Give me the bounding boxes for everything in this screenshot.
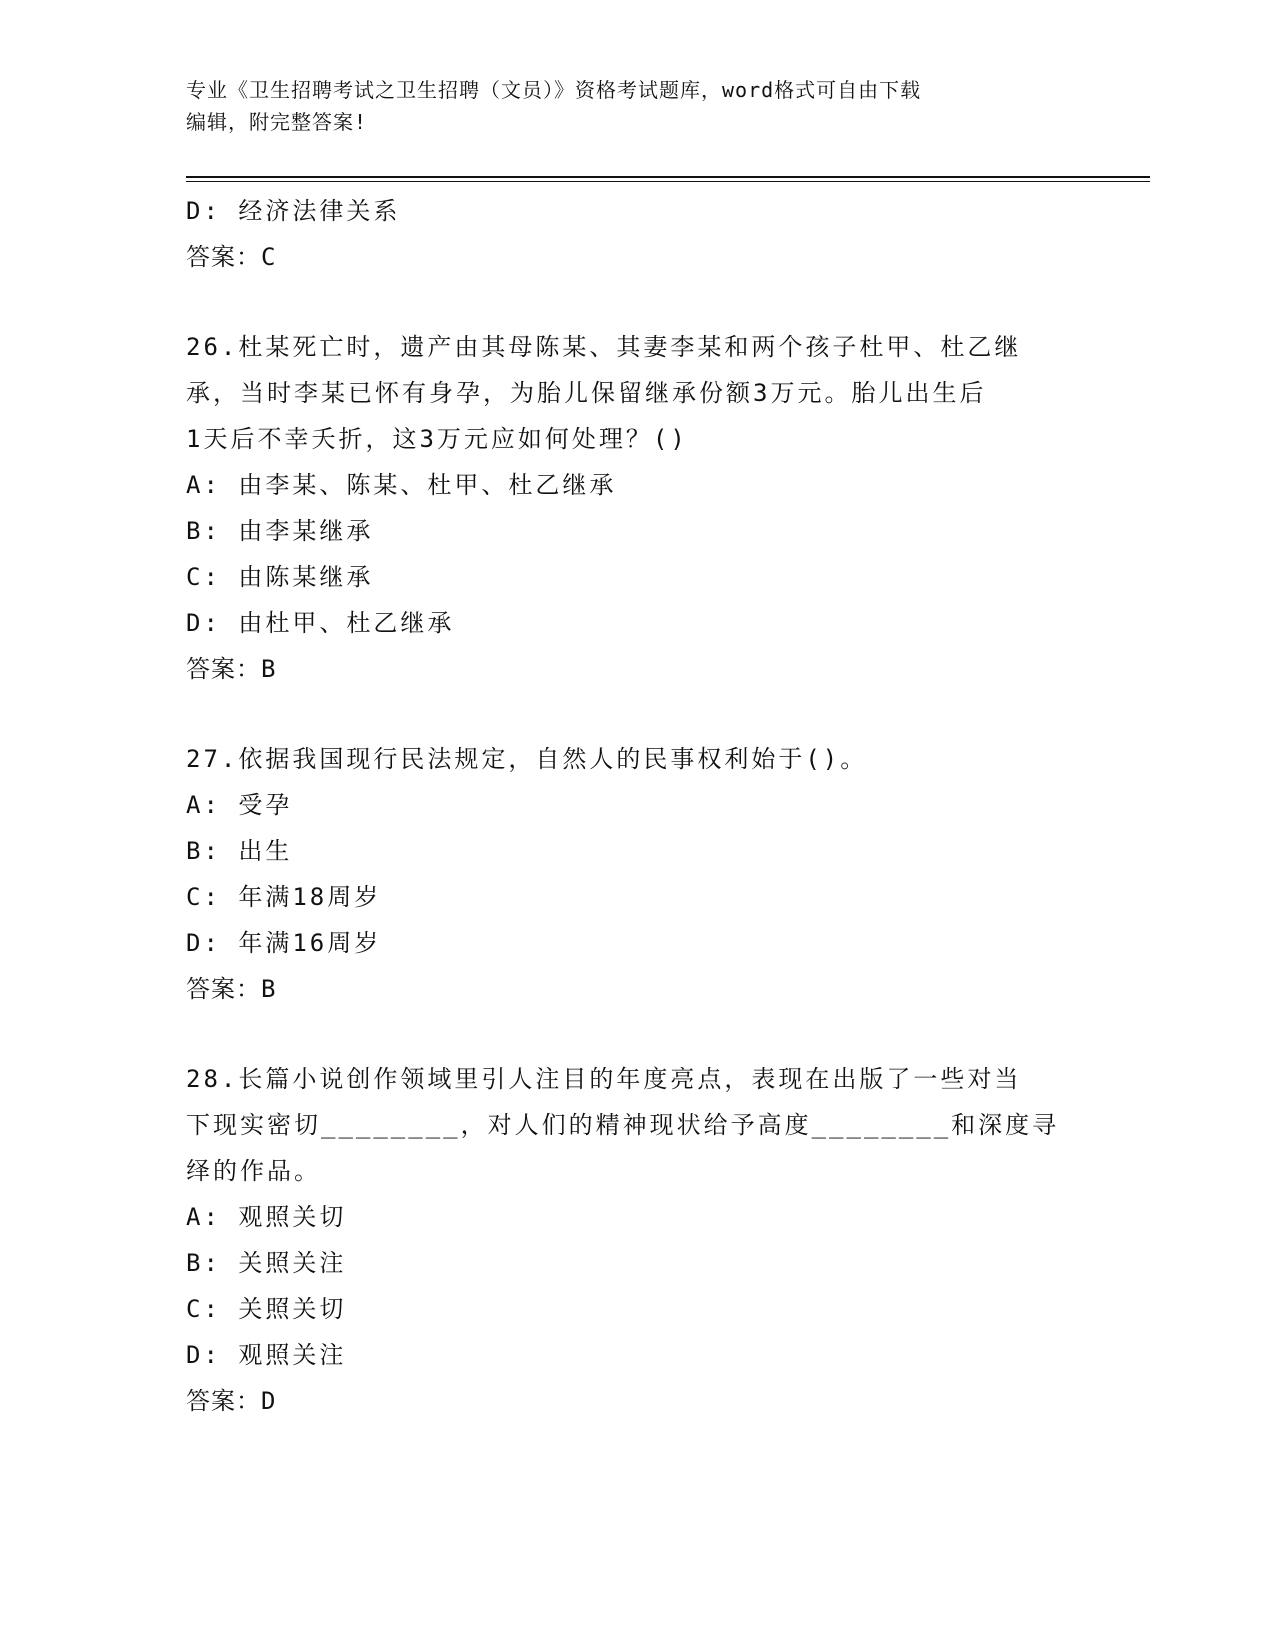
prev-option-d: D: 经济法律关系: [186, 197, 401, 225]
option-b: B: 出生: [186, 837, 293, 865]
header-line-2: 编辑，附完整答案!: [186, 110, 368, 134]
stem-line: 26.杜某死亡时，遗产由其母陈某、其妻李某和两个孩子杜甲、杜乙继: [186, 333, 1022, 361]
header-rule-thin: [186, 181, 1150, 182]
answer: 答案：D: [186, 1387, 277, 1415]
option-a: A: 由李某、陈某、杜甲、杜乙继承: [186, 471, 617, 499]
option-d: D: 由杜甲、杜乙继承: [186, 609, 455, 637]
question-26: [186, 324, 1086, 692]
option-c: C: 由陈某继承: [186, 563, 374, 591]
document-header: [186, 74, 1066, 138]
answer: 答案：B: [186, 655, 277, 683]
header-rule-thick: [186, 176, 1150, 178]
option-c: C: 年满18周岁: [186, 883, 382, 911]
question-27: [186, 736, 1086, 1012]
answer: 答案：B: [186, 975, 277, 1003]
question-28: [186, 1056, 1086, 1424]
option-c: C: 关照关切: [186, 1295, 347, 1323]
option-a: A: 受孕: [186, 791, 293, 819]
header-line-1: 专业《卫生招聘考试之卫生招聘（文员）》资格考试题库，word格式可自由下载: [186, 78, 922, 102]
question-list: [186, 188, 1086, 1424]
stem-line: 承，当时李某已怀有身孕，为胎儿保留继承份额3万元。胎儿出生后: [186, 379, 987, 407]
question-stem: [186, 1056, 1066, 1194]
question-stem: [186, 324, 1066, 462]
stem-line: 下现实密切________，对人们的精神现状给予高度________和深度寻: [186, 1111, 1060, 1139]
stem-line: 1天后不幸夭折，这3万元应如何处理？(): [186, 425, 688, 453]
option-b: B: 关照关注: [186, 1249, 347, 1277]
stem-line: 绎的作品。: [186, 1157, 321, 1185]
option-a: A: 观照关切: [186, 1203, 347, 1231]
option-b: B: 由李某继承: [186, 517, 374, 545]
prev-answer: 答案：C: [186, 243, 277, 271]
question-stem: [186, 736, 1066, 782]
stem-line: 27.依据我国现行民法规定，自然人的民事权利始于()。: [186, 745, 868, 773]
option-d: D: 观照关注: [186, 1341, 347, 1369]
option-d: D: 年满16周岁: [186, 929, 382, 957]
stem-line: 28.长篇小说创作领域里引人注目的年度亮点，表现在出版了一些对当: [186, 1065, 1022, 1093]
